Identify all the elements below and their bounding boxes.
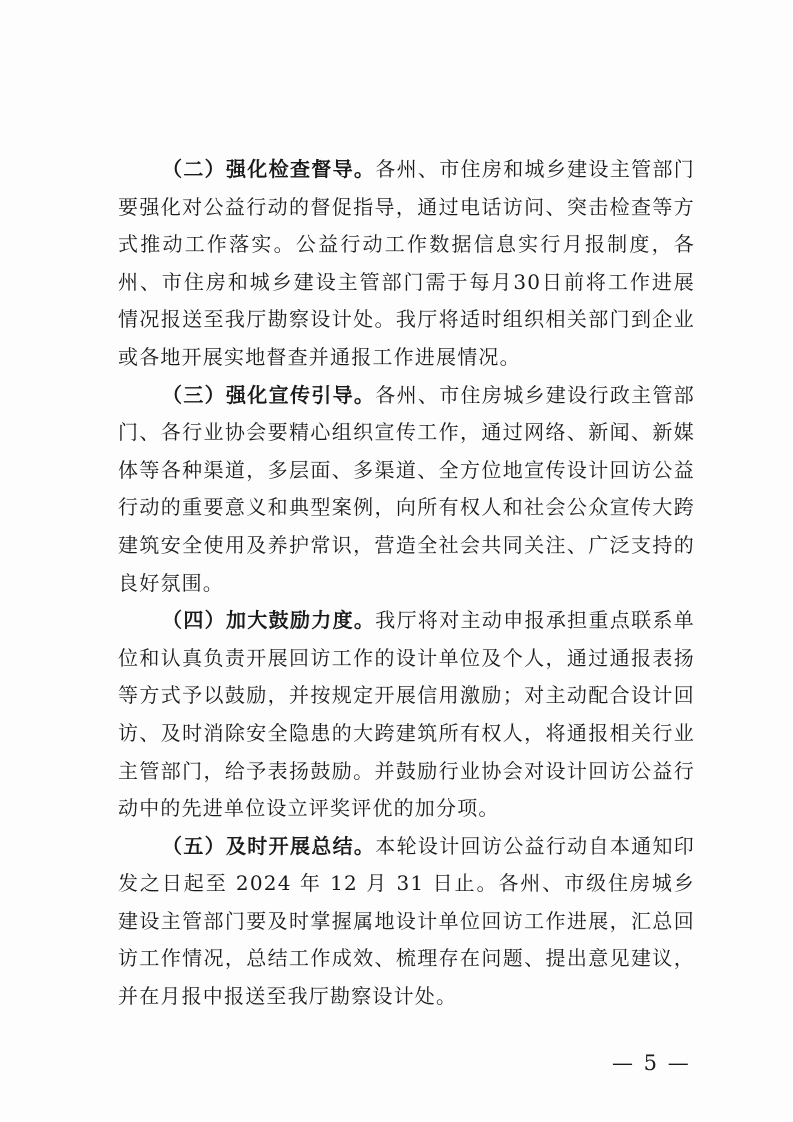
section-4-text: 我厅将对主动申报承担重点联系单位和认真负责开展回访工作的设计单位及个人，通过通报表扬等方式予以鼓励，并按规定开展信用激励；对主动配合设计回访、及时消除安全隐患的大跨建筑所有权人，将通报相关行业主管部门，给予表扬鼓励。并鼓励行业协会对设计回访公益行动中的先进单位设立评奖评优的加分项。 — [118, 608, 695, 821]
section-3-heading: （三）强化宣传引导。 — [162, 382, 376, 407]
section-3-paragraph — [118, 377, 695, 603]
section-2-heading: （二）强化检查督导。 — [162, 157, 376, 181]
section-2-paragraph — [118, 151, 695, 377]
section-3-text: 各州、市住房城乡建设行政主管部门、各行业协会要精心组织宣传工作，通过网络、新闻、新媒体等各种渠道，多层面、多渠道、全方位地宣传设计回访公益行动的重要意义和典型案例，向所有权人和社会公众宣传大跨建筑安全使用及养护常识，营造全社会共同关注、广泛支持的良好氛围。 — [118, 382, 695, 595]
section-5-text: 本轮设计回访公益行动自本通知印发之日起至 2024 年 12 月 31 日止。各州、市级住房城乡建设主管部门要及时掌握属地设计单位回访工作进展，汇总回访工作情况，总结工作成效、梳理存在问题、提出意见建议，并在月报中报送至我厅勘察设计处。 — [118, 833, 695, 1009]
section-5-heading: （五）及时开展总结。 — [162, 833, 376, 858]
document-body — [118, 151, 695, 1016]
section-4-heading: （四）加大鼓励力度。 — [162, 608, 376, 633]
section-4-paragraph — [118, 602, 695, 828]
section-5-paragraph — [118, 828, 695, 1016]
page-number: — 5 — — [612, 1051, 691, 1075]
section-2-text: 各州、市住房和城乡建设主管部门要强化对公益行动的督促指导，通过电话访问、突击检查等方式推动工作落实。公益行动工作数据信息实行月报制度，各州、市住房和城乡建设主管部门需于每月30日前将工作进展情况报送至我厅勘察设计处。我厅将适时组织相关部门到企业或各地开展实地督查并通报工作进展情况。 — [118, 157, 695, 369]
